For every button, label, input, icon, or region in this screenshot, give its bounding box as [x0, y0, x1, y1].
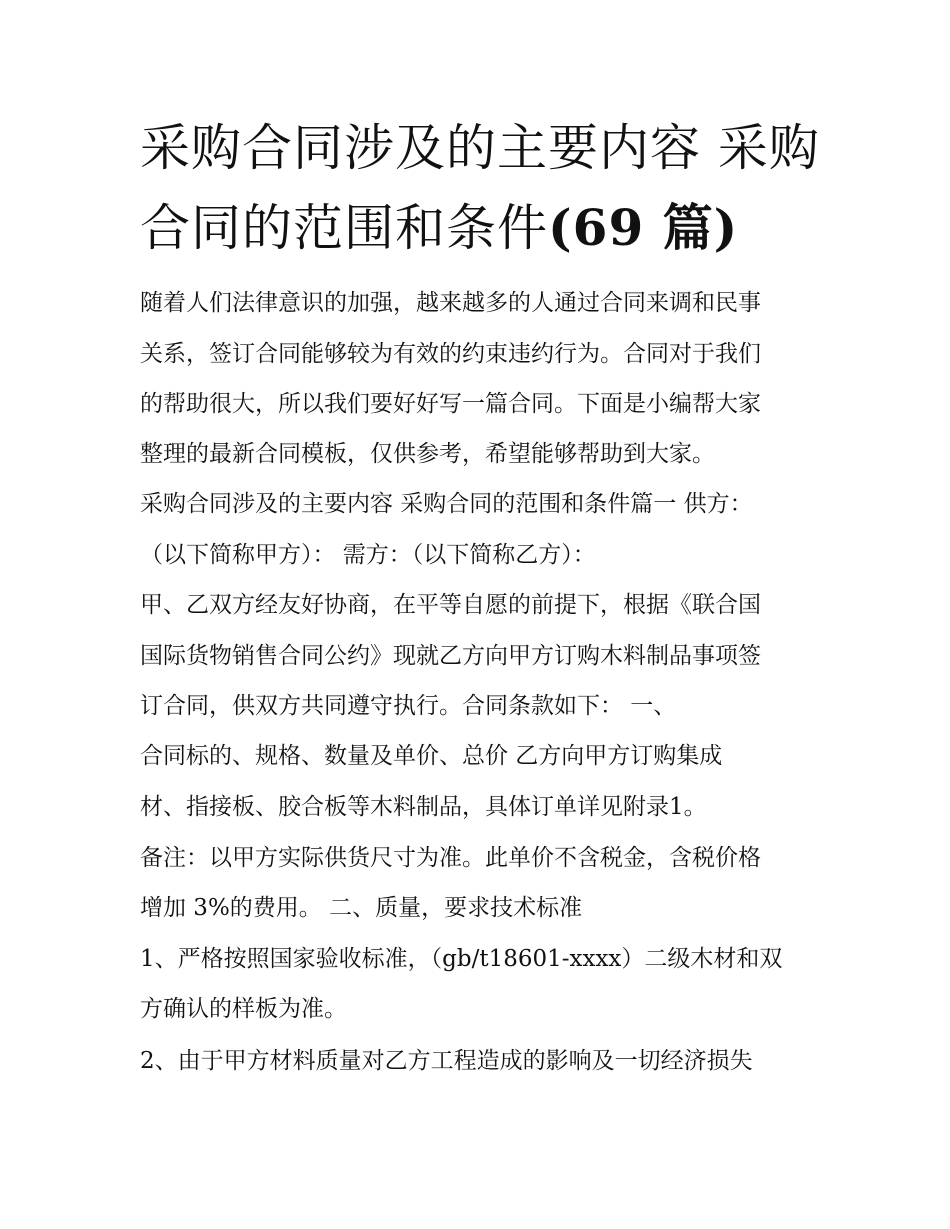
body-line: 订合同，供双方共同遵守执行。合同条款如下： 一、	[140, 693, 677, 719]
body-line: 增加 3%的费用。 二、质量，要求技术标准	[140, 895, 583, 921]
title-main: 采购合同涉及的主要内容 采购合同的范围和条件	[140, 119, 820, 257]
body-line: 方确认的样板为准。	[140, 996, 347, 1022]
document-title	[140, 108, 820, 268]
body-line: 关系，签订合同能够较为有效的约束违约行为。合同对于我们	[140, 341, 761, 367]
body-line: 2、由于甲方材料质量对乙方工程造成的影响及一切经济损失	[140, 1048, 753, 1074]
body-line: 整理的最新合同模板，仅供参考，希望能够帮助到大家。	[140, 441, 715, 467]
body-line: 甲、乙双方经友好协商，在平等自愿的前提下，根据《联合国	[140, 592, 761, 618]
body-line: 的帮助很大，所以我们要好好写一篇合同。下面是小编帮大家	[140, 391, 761, 417]
title-suffix: (69 篇)	[548, 198, 739, 257]
body-line: 合同标的、规格、数量及单价、总价 乙方向甲方订购集成	[140, 743, 723, 769]
body-line: （以下简称甲方）： 需方：（以下简称乙方）：	[140, 542, 596, 568]
body-line: 材、指接板、胶合板等木料制品，具体订单详见附录1。	[140, 794, 707, 820]
body-line: 采购合同涉及的主要内容 采购合同的范围和条件篇一 供方：	[140, 491, 753, 517]
body-line: 随着人们法律意识的加强，越来越多的人通过合同来调和民事	[140, 290, 761, 316]
body-line: 1、严格按照国家验收标准，（gb/t18601-xxxx）二级木材和双	[140, 946, 783, 972]
body-line: 国际货物销售合同公约》现就乙方向甲方订购木料制品事项签	[140, 643, 761, 669]
body-line: 备注：以甲方实际供货尺寸为准。此单价不含税金，含税价格	[140, 845, 761, 871]
